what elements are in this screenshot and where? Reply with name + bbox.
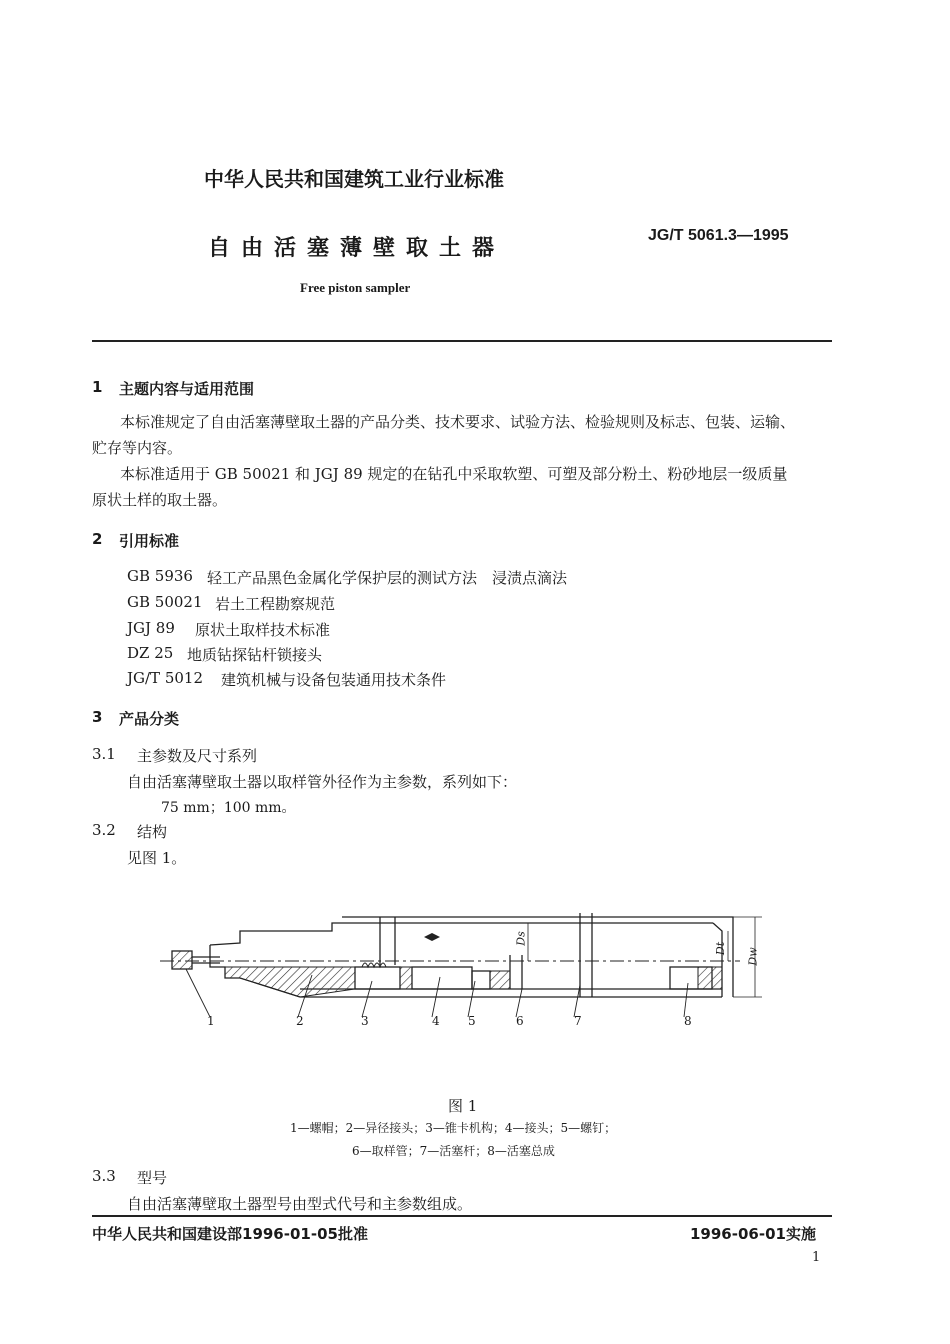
ref-title: 地质钻探钻杆锁接头: [187, 646, 323, 664]
sampler-diagram: [150, 905, 800, 1030]
section-1-para2-line1: 本标准适用于 GB 50021 和 JGJ 89 规定的在钻孔中采取软塑、可塑及部分粉土、粉砂地层一级质量: [120, 465, 788, 483]
page-number: 1: [812, 1250, 821, 1265]
ref-title: 轻工产品黑色金属化学保护层的测试方法 浸渍点滴法: [207, 569, 568, 587]
header-rule: [92, 340, 832, 342]
ref-code: GB 5936: [127, 567, 193, 585]
ref-title: 建筑机械与设备包装通用技术条件: [221, 671, 447, 689]
ref-title: 岩土工程勘察规范: [215, 595, 336, 613]
subsection-3-3-number: 3.3: [92, 1167, 116, 1185]
section-1-para1-line2: 贮存等内容。: [92, 439, 183, 457]
ref-code: JGJ 89: [127, 619, 175, 637]
ref-title: 原状土取样技术标准: [195, 621, 331, 639]
footer-rule: [92, 1215, 832, 1217]
key-mark: [424, 933, 440, 941]
section-2-heading: 引用标准: [119, 532, 180, 550]
ref-code: JG/T 5012: [127, 669, 203, 687]
subsection-3-1-text: 自由活塞薄壁取土器以取样管外径作为主参数，系列如下：: [127, 773, 518, 791]
section-1-para2-line2: 原状土样的取土器。: [92, 491, 228, 509]
callout-2: 2: [296, 1014, 304, 1028]
callout-3: 3: [361, 1014, 369, 1028]
callout-6: 6: [516, 1014, 524, 1028]
doc-number: JG/T 5061.3—1995: [648, 227, 789, 244]
figure-caption: 图 1: [448, 1097, 478, 1115]
section-2-number: 2: [92, 530, 103, 548]
english-title: Free piston sampler: [300, 280, 411, 295]
section-3-heading: 产品分类: [119, 710, 180, 728]
dim-label-dw: Dw: [746, 947, 760, 966]
subsection-3-3-text: 自由活塞薄壁取土器型号由型式代号和主参数组成。: [127, 1195, 473, 1213]
section-1-para1-line1: 本标准规定了自由活塞薄壁取土器的产品分类、技术要求、试验方法、检验规则及标志、包装、运输、: [120, 413, 796, 431]
approval-line: 中华人民共和国建设部1996-01-05批准: [92, 1225, 368, 1243]
section-3-number: 3: [92, 708, 103, 726]
implementation-date: 1996-06-01实施: [690, 1225, 816, 1243]
callout-8: 8: [684, 1014, 692, 1028]
callout-4: 4: [432, 1014, 440, 1028]
dim-label-dt: Dt: [714, 941, 728, 956]
sampler-outline: [160, 913, 762, 1017]
subsection-3-1-number: 3.1: [92, 745, 116, 763]
subsection-3-2-number: 3.2: [92, 821, 116, 839]
subsection-3-1-title: 主参数及尺寸系列: [137, 747, 258, 765]
subsection-3-1-values: 75 mm；100 mm。: [161, 800, 296, 816]
callout-1: 1: [207, 1014, 215, 1028]
subsection-3-3-title: 型号: [137, 1169, 168, 1187]
dim-label-ds: Ds: [514, 931, 528, 946]
section-1-number: 1: [92, 378, 103, 396]
ref-code: GB 50021: [127, 593, 203, 611]
subsection-3-2-text: 见图 1。: [127, 849, 187, 867]
subsection-3-2-title: 结构: [137, 823, 168, 841]
org-title: 中华人民共和国建筑工业行业标准: [204, 167, 504, 191]
callout-7: 7: [574, 1014, 582, 1028]
callout-5: 5: [468, 1014, 476, 1028]
figure-legend-line2: 6—取样管；7—活塞杆；8—活塞总成: [352, 1144, 555, 1158]
section-1-heading: 主题内容与适用范围: [119, 380, 255, 398]
doc-title: 自由活塞薄壁取土器: [208, 236, 506, 261]
figure-legend-line1: 1—螺帽；2—异径接头；3—锥卡机构；4—接头；5—螺钉；: [290, 1121, 617, 1135]
ref-code: DZ 25: [127, 644, 174, 662]
